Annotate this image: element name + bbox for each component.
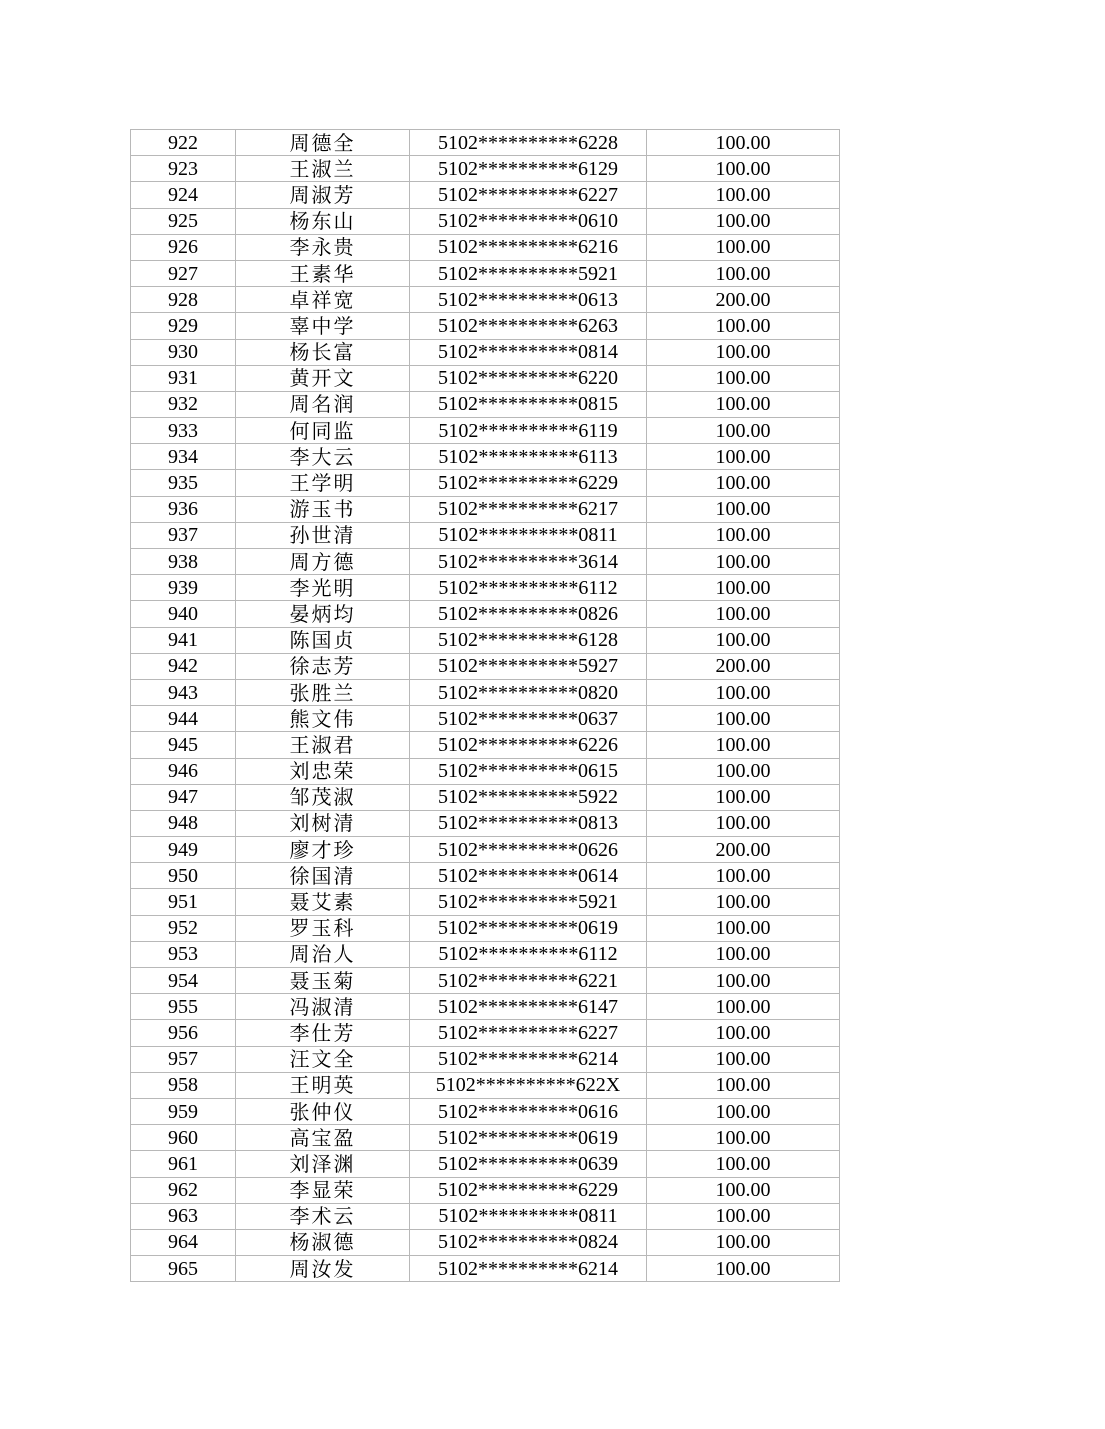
table-row [131,522,840,548]
table-row [131,784,840,810]
amount-cell: 100.00 [647,156,840,182]
row-number-cell: 945 [131,732,236,758]
id-number-cell: 5102**********6227 [410,1020,647,1046]
name-cell: 冯淑清 [236,994,410,1020]
row-number-cell: 924 [131,182,236,208]
table-row [131,627,840,653]
id-number-cell: 5102**********6229 [410,470,647,496]
id-number-cell: 5102**********6214 [410,1256,647,1282]
row-number-cell: 947 [131,784,236,810]
table-row [131,968,840,994]
row-number-cell: 956 [131,1020,236,1046]
amount-cell: 100.00 [647,889,840,915]
row-number-cell: 963 [131,1203,236,1229]
name-cell: 周淑芳 [236,182,410,208]
amount-cell: 100.00 [647,1256,840,1282]
amount-cell: 100.00 [647,234,840,260]
id-number-cell: 5102**********6147 [410,994,647,1020]
name-cell: 辜中学 [236,313,410,339]
amount-cell: 100.00 [647,365,840,391]
name-cell: 游玉书 [236,496,410,522]
table-row [131,1072,840,1098]
id-number-cell: 5102**********0614 [410,863,647,889]
name-cell: 孙世清 [236,522,410,548]
table-row [131,1256,840,1282]
name-cell: 刘树清 [236,810,410,836]
id-number-cell: 5102**********6216 [410,234,647,260]
row-number-cell: 939 [131,575,236,601]
id-number-cell: 5102**********5921 [410,260,647,286]
row-number-cell: 946 [131,758,236,784]
amount-cell: 100.00 [647,339,840,365]
name-cell: 李术云 [236,1203,410,1229]
table-row [131,234,840,260]
name-cell: 李仕芳 [236,1020,410,1046]
amount-cell: 100.00 [647,260,840,286]
amount-cell: 200.00 [647,653,840,679]
name-cell: 杨淑德 [236,1229,410,1255]
table-row [131,653,840,679]
row-number-cell: 927 [131,260,236,286]
name-cell: 高宝盈 [236,1125,410,1151]
name-cell: 周方德 [236,549,410,575]
name-cell: 卓祥宽 [236,287,410,313]
table-row [131,418,840,444]
amount-cell: 100.00 [647,444,840,470]
name-cell: 何同监 [236,418,410,444]
row-number-cell: 955 [131,994,236,1020]
row-number-cell: 944 [131,706,236,732]
amount-cell: 100.00 [647,1229,840,1255]
id-number-cell: 5102**********0626 [410,837,647,863]
table-row [131,575,840,601]
name-cell: 王明英 [236,1072,410,1098]
table-row [131,601,840,627]
table-row [131,758,840,784]
name-cell: 邹茂淑 [236,784,410,810]
id-number-cell: 5102**********6217 [410,496,647,522]
table-row [131,130,840,156]
amount-cell: 100.00 [647,470,840,496]
name-cell: 张胜兰 [236,679,410,705]
table-row [131,1125,840,1151]
id-number-cell: 5102**********0815 [410,391,647,417]
row-number-cell: 953 [131,941,236,967]
row-number-cell: 950 [131,863,236,889]
id-number-cell: 5102**********6229 [410,1177,647,1203]
id-number-cell: 5102**********6112 [410,575,647,601]
amount-cell: 100.00 [647,1046,840,1072]
name-cell: 周汝发 [236,1256,410,1282]
row-number-cell: 952 [131,915,236,941]
row-number-cell: 960 [131,1125,236,1151]
row-number-cell: 961 [131,1151,236,1177]
name-cell: 周治人 [236,941,410,967]
name-cell: 刘忠荣 [236,758,410,784]
roster-table-body [131,130,840,1282]
row-number-cell: 964 [131,1229,236,1255]
table-row [131,1203,840,1229]
id-number-cell: 5102**********5921 [410,889,647,915]
row-number-cell: 934 [131,444,236,470]
name-cell: 王淑兰 [236,156,410,182]
amount-cell: 100.00 [647,549,840,575]
table-row [131,1229,840,1255]
amount-cell: 100.00 [647,575,840,601]
id-number-cell: 5102**********0814 [410,339,647,365]
row-number-cell: 936 [131,496,236,522]
amount-cell: 100.00 [647,1098,840,1124]
id-number-cell: 5102**********6263 [410,313,647,339]
row-number-cell: 933 [131,418,236,444]
table-row [131,287,840,313]
id-number-cell: 5102**********0824 [410,1229,647,1255]
amount-cell: 100.00 [647,1020,840,1046]
amount-cell: 100.00 [647,994,840,1020]
amount-cell: 100.00 [647,1151,840,1177]
id-number-cell: 5102**********622X [410,1072,647,1098]
table-row [131,313,840,339]
id-number-cell: 5102**********0639 [410,1151,647,1177]
table-row [131,156,840,182]
amount-cell: 100.00 [647,1203,840,1229]
id-number-cell: 5102**********0811 [410,522,647,548]
id-number-cell: 5102**********6128 [410,627,647,653]
id-number-cell: 5102**********6214 [410,1046,647,1072]
id-number-cell: 5102**********3614 [410,549,647,575]
name-cell: 晏炳均 [236,601,410,627]
row-number-cell: 925 [131,208,236,234]
row-number-cell: 935 [131,470,236,496]
amount-cell: 100.00 [647,810,840,836]
table-row [131,706,840,732]
amount-cell: 100.00 [647,863,840,889]
row-number-cell: 943 [131,679,236,705]
id-number-cell: 5102**********6220 [410,365,647,391]
name-cell: 熊文伟 [236,706,410,732]
table-row [131,1020,840,1046]
amount-cell: 100.00 [647,130,840,156]
id-number-cell: 5102**********6227 [410,182,647,208]
amount-cell: 100.00 [647,601,840,627]
row-number-cell: 958 [131,1072,236,1098]
id-number-cell: 5102**********0619 [410,1125,647,1151]
table-row [131,1046,840,1072]
table-row [131,679,840,705]
row-number-cell: 931 [131,365,236,391]
name-cell: 李永贵 [236,234,410,260]
row-number-cell: 932 [131,391,236,417]
id-number-cell: 5102**********0637 [410,706,647,732]
row-number-cell: 938 [131,549,236,575]
amount-cell: 100.00 [647,679,840,705]
amount-cell: 100.00 [647,522,840,548]
roster-table [130,129,840,1282]
name-cell: 周德全 [236,130,410,156]
id-number-cell: 5102**********6112 [410,941,647,967]
name-cell: 罗玉科 [236,915,410,941]
name-cell: 陈国贞 [236,627,410,653]
row-number-cell: 957 [131,1046,236,1072]
name-cell: 聂玉菊 [236,968,410,994]
id-number-cell: 5102**********0826 [410,601,647,627]
id-number-cell: 5102**********0820 [410,679,647,705]
amount-cell: 100.00 [647,627,840,653]
amount-cell: 100.00 [647,418,840,444]
amount-cell: 100.00 [647,784,840,810]
id-number-cell: 5102**********0813 [410,810,647,836]
amount-cell: 100.00 [647,968,840,994]
row-number-cell: 948 [131,810,236,836]
row-number-cell: 940 [131,601,236,627]
name-cell: 徐国清 [236,863,410,889]
table-row [131,837,840,863]
table-row [131,549,840,575]
table-row [131,1098,840,1124]
amount-cell: 100.00 [647,182,840,208]
table-row [131,1177,840,1203]
id-number-cell: 5102**********0610 [410,208,647,234]
amount-cell: 100.00 [647,915,840,941]
amount-cell: 200.00 [647,287,840,313]
id-number-cell: 5102**********5922 [410,784,647,810]
name-cell: 王淑君 [236,732,410,758]
name-cell: 聂艾素 [236,889,410,915]
id-number-cell: 5102**********5927 [410,653,647,679]
row-number-cell: 926 [131,234,236,260]
name-cell: 王学明 [236,470,410,496]
name-cell: 王素华 [236,260,410,286]
name-cell: 徐志芳 [236,653,410,679]
table-row [131,260,840,286]
id-number-cell: 5102**********0619 [410,915,647,941]
id-number-cell: 5102**********6221 [410,968,647,994]
id-number-cell: 5102**********0613 [410,287,647,313]
name-cell: 汪文全 [236,1046,410,1072]
table-row [131,365,840,391]
row-number-cell: 942 [131,653,236,679]
row-number-cell: 954 [131,968,236,994]
amount-cell: 100.00 [647,758,840,784]
name-cell: 黄开文 [236,365,410,391]
table-row [131,208,840,234]
name-cell: 周名润 [236,391,410,417]
amount-cell: 100.00 [647,1125,840,1151]
row-number-cell: 951 [131,889,236,915]
table-row [131,889,840,915]
id-number-cell: 5102**********6228 [410,130,647,156]
id-number-cell: 5102**********6119 [410,418,647,444]
amount-cell: 100.00 [647,732,840,758]
amount-cell: 100.00 [647,706,840,732]
name-cell: 刘泽渊 [236,1151,410,1177]
name-cell: 杨长富 [236,339,410,365]
row-number-cell: 941 [131,627,236,653]
table-row [131,339,840,365]
amount-cell: 100.00 [647,941,840,967]
table-row [131,810,840,836]
row-number-cell: 930 [131,339,236,365]
table-row [131,391,840,417]
amount-cell: 200.00 [647,837,840,863]
id-number-cell: 5102**********0616 [410,1098,647,1124]
table-row [131,496,840,522]
row-number-cell: 965 [131,1256,236,1282]
id-number-cell: 5102**********6226 [410,732,647,758]
id-number-cell: 5102**********6113 [410,444,647,470]
amount-cell: 100.00 [647,1072,840,1098]
table-row [131,1151,840,1177]
row-number-cell: 959 [131,1098,236,1124]
row-number-cell: 962 [131,1177,236,1203]
amount-cell: 100.00 [647,313,840,339]
table-row [131,994,840,1020]
table-row [131,732,840,758]
id-number-cell: 5102**********0615 [410,758,647,784]
row-number-cell: 928 [131,287,236,313]
name-cell: 杨东山 [236,208,410,234]
name-cell: 廖才珍 [236,837,410,863]
amount-cell: 100.00 [647,1177,840,1203]
row-number-cell: 949 [131,837,236,863]
name-cell: 李光明 [236,575,410,601]
amount-cell: 100.00 [647,208,840,234]
table-row [131,941,840,967]
row-number-cell: 923 [131,156,236,182]
table-row [131,863,840,889]
name-cell: 李大云 [236,444,410,470]
table-row [131,915,840,941]
name-cell: 张仲仪 [236,1098,410,1124]
id-number-cell: 5102**********6129 [410,156,647,182]
id-number-cell: 5102**********0811 [410,1203,647,1229]
row-number-cell: 937 [131,522,236,548]
table-row [131,444,840,470]
name-cell: 李显荣 [236,1177,410,1203]
row-number-cell: 929 [131,313,236,339]
row-number-cell: 922 [131,130,236,156]
amount-cell: 100.00 [647,496,840,522]
table-row [131,182,840,208]
amount-cell: 100.00 [647,391,840,417]
table-row [131,470,840,496]
